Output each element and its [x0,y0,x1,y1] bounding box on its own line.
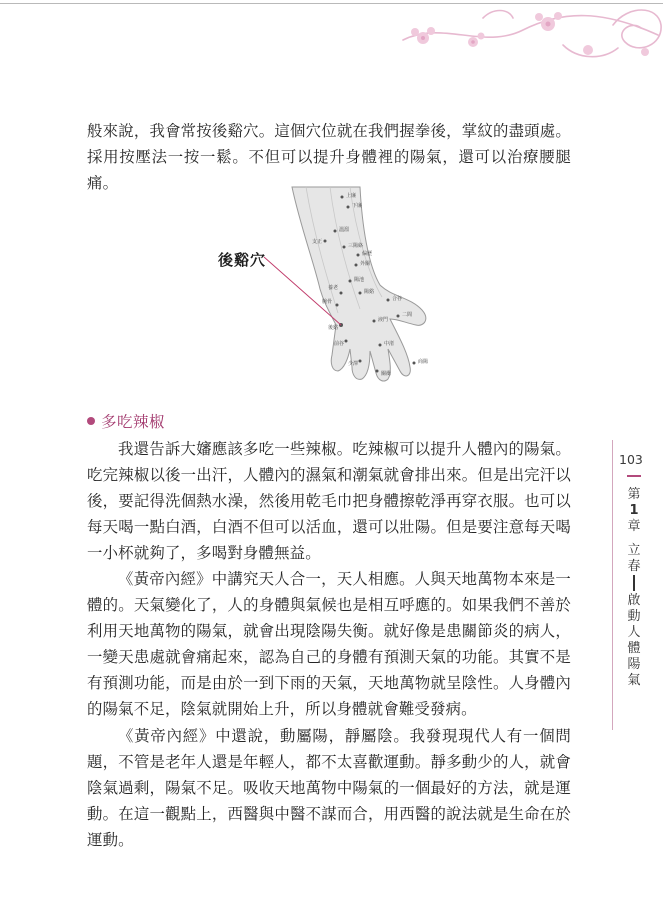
svg-text:偏歷: 偏歷 [362,251,373,257]
svg-text:後谿: 後谿 [328,325,339,331]
svg-text:三陽絡: 三陽絡 [348,243,364,249]
chapter-number: 1 [629,503,639,518]
svg-text:支正: 支正 [312,239,323,245]
svg-text:中渚: 中渚 [384,341,395,347]
page-number: 103 [619,452,643,467]
paragraph: 《黃帝內經》中還說，動屬陽，靜屬陰。我發現現代人有一個問題，不管是老年人還是年輕人，都不太喜歡運動。靜多動少的人，就會陰氣過剩，陽氣不足。吸收天地萬物中陽氣的一個最好的方法，就是運動。在這一觀點上，西醫與中醫不謀而合，用西醫的說法就是生命在於運動。 [87,727,571,849]
section-title: 多吃辣椒 [101,413,166,431]
svg-text:液門: 液門 [378,317,389,323]
floral-ornament-icon [363,0,663,70]
svg-text:養老: 養老 [328,285,339,291]
chapter-dash [633,575,635,591]
chapter-suffix: 章 [627,519,641,534]
chapter-prefix: 第 [627,487,641,502]
hand-acupoint-diagram [210,185,460,385]
svg-text:陽谿: 陽谿 [364,289,375,295]
bullet-icon [87,417,95,425]
chapter-accent-bar [627,475,641,477]
svg-text:溫溜: 溫溜 [339,227,350,233]
svg-text:下廉: 下廉 [352,203,363,209]
paragraph: 《黃帝內經》中講究天人合一，天人相應。人與天地萬物本來是一體的。天氣變化了，人的身體與氣候也是相互呼應的。如果我們不善於利用天地萬物的陽氣，就會出現陰陽失衡。就好像是患關節炎的病人，一變天患處就會痛起來，認為自己的身體有預測天氣的功能。其實不是有預測功能，而是由於一到下雨的天氣，天地萬物就呈陰性。人身體內的陽氣不足，陰氣就開始上升，所以身體就會難受發病。 [87,570,571,718]
svg-text:二間: 二間 [402,312,413,318]
acupoint-label: 後谿穴 [218,251,267,269]
chapter-subtitle: 啟動人體陽氣 [627,593,641,688]
chapter-title: 立春 [627,543,641,574]
svg-text:陽池: 陽池 [354,277,365,283]
svg-text:關衝: 關衝 [381,371,392,377]
sidebar-divider [612,440,613,730]
paragraph: 我還告訴大嬸應該多吃一些辣椒。吃辣椒可以提升人體內的陽氣。吃完辣椒以後一出汗，人體內的濕氣和潮氣就會排出來。但是出完汗以後，要記得洗個熱水澡，然後用乾毛巾把身體擦乾淨再穿衣服。也可以每天喝一點白酒，白酒不但可以活血，還可以壯陽。但是要注意每天喝一小杯就夠了，多喝對身體無益。 [87,440,571,562]
section-heading [87,410,165,432]
intro-paragraph: 般來說，我會常按後谿穴。這個穴位就在我們握拳後，掌紋的盡頭處。採用按壓法一按一鬆。不但可以提升身體裡的陽氣，還可以治療腰腿痛。 [87,122,571,192]
svg-text:外關: 外關 [360,261,371,267]
svg-text:前谷: 前谷 [334,341,345,347]
svg-text:商陽: 商陽 [418,359,429,365]
svg-text:上廉: 上廉 [346,193,357,199]
svg-text:少澤: 少澤 [348,361,359,367]
svg-text:合谷: 合谷 [392,296,403,302]
svg-text:腕骨: 腕骨 [322,299,333,305]
chapter-label [627,487,641,535]
